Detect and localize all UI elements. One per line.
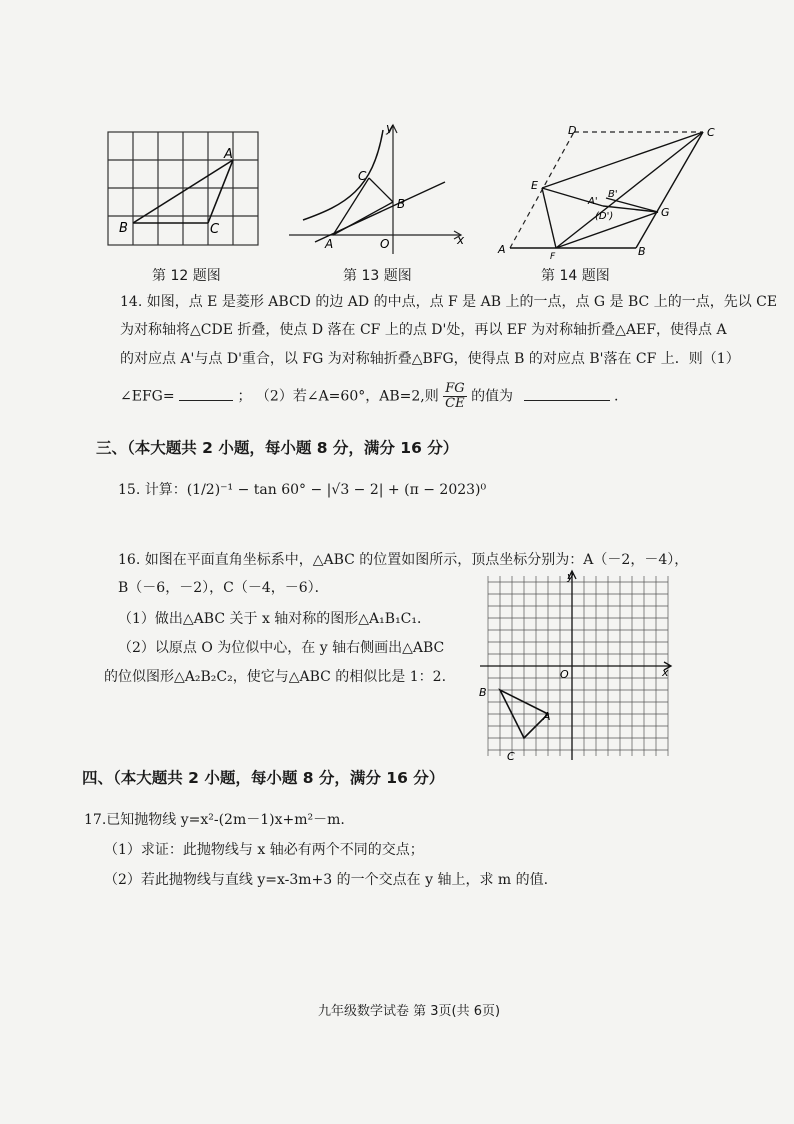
q16-line-1: 16. 如图在平面直角坐标系中，△ABC 的位置如图所示，顶点坐标分别为：A（－2，－4）， — [118, 552, 689, 568]
q14-part2-text: ； （2）若∠A=60°，AB=2,则 — [237, 388, 439, 405]
fig14-label-d: D — [568, 124, 577, 137]
fig16-label-a: A — [543, 710, 551, 723]
fig14-label-d-prime: (D') — [595, 211, 614, 222]
q15-text: 15. 计算：(1/2)⁻¹ − tan 60° − |√3 − 2| + (π − 2023)⁰ — [118, 482, 487, 498]
fig14-label-a: A — [498, 243, 506, 256]
fig12-label-a: A — [224, 147, 233, 162]
fig14-label-c: C — [707, 126, 715, 139]
fig16-label-y: y — [567, 570, 574, 583]
q14-frac-denominator: CE — [445, 396, 465, 411]
fig14-label-b: B — [638, 245, 646, 258]
fig13-label-o: O — [380, 237, 390, 251]
fig16-label-x: x — [662, 666, 669, 679]
fig14-label-f: F — [550, 252, 556, 260]
q14-fraction — [443, 382, 466, 411]
fig13-label-b: B — [397, 197, 406, 211]
fig14-label-a-prime: A' — [588, 196, 598, 207]
q16-line-3: （1）做出△ABC 关于 x 轴对称的图形△A₁B₁C₁． — [118, 611, 432, 627]
q14-line-4 — [120, 382, 618, 411]
q14-value-label: 的值为 — [471, 388, 514, 405]
q17-line-2: （1）求证：此抛物线与 x 轴必有两个不同的交点； — [104, 842, 424, 858]
q14-period: . — [613, 388, 619, 405]
figure-13 — [285, 120, 470, 260]
fig14-label-b-prime: B' — [608, 189, 618, 200]
q14-answer-blank-2[interactable] — [524, 386, 610, 401]
fig12-caption: 第 12 题图 — [152, 268, 221, 284]
q14-angle-label: ∠EFG= — [120, 388, 175, 405]
fig12-label-c: C — [210, 222, 220, 237]
section-4-title: 四、（本大题共 2 小题，每小题 8 分，满分 16 分） — [82, 769, 445, 787]
fig14-label-e: E — [531, 179, 538, 192]
q14-line-2: 为对称轴将△CDE 折叠，使点 D 落在 CF 上的点 D'处，再以 EF 为对称轴折叠△AEF，使得点 A — [120, 322, 727, 338]
q14-line-3: 的对应点 A'与点 D'重合，以 FG 为对称轴折叠△BFG，使得点 B 的对应点 B'落在 CF 上．则（1） — [120, 351, 740, 367]
fig14-label-g: G — [661, 206, 670, 219]
fig14-caption: 第 14 题图 — [541, 268, 610, 284]
q14-line-1: 14. 如图，点 E 是菱形 ABCD 的边 AD 的中点，点 F 是 AB 上的一点，点 G 是 BC 上的一点，先以 CE — [120, 294, 778, 310]
q17-line-3: （2）若此抛物线与直线 y=x-3m+3 的一个交点在 y 轴上，求 m 的值. — [104, 872, 549, 888]
fig16-label-c: C — [507, 750, 515, 763]
fig13-label-c: C — [358, 169, 367, 183]
q16-line-2: B（－6，－2），C（－4，－6）． — [118, 580, 329, 596]
q14-frac-numerator: FG — [443, 382, 466, 397]
fig16-label-o: O — [560, 668, 569, 681]
q17-line-1: 17.已知抛物线 y=x²-(2m－1)x+m²－m. — [84, 812, 345, 828]
section-3-title: 三、（本大题共 2 小题，每小题 8 分，满分 16 分） — [96, 439, 459, 457]
q14-answer-blank-1[interactable] — [179, 386, 233, 401]
figure-12 — [100, 128, 270, 258]
fig12-label-b: B — [119, 221, 128, 236]
fig16-label-b: B — [479, 686, 487, 699]
fig13-label-y: y — [386, 121, 394, 135]
q16-line-5: 的位似图形△A₂B₂C₂，使它与△ABC 的相似比是 1：2. — [104, 669, 447, 685]
fig13-caption: 第 13 题图 — [343, 268, 412, 284]
figure-16-grid — [476, 568, 676, 764]
q16-line-4: （2）以原点 O 为位似中心，在 y 轴右侧画出△ABC — [118, 640, 445, 656]
fig13-label-x: x — [457, 233, 465, 247]
figure-14 — [488, 120, 723, 260]
fig13-label-a: A — [325, 237, 334, 251]
page-footer: 九年级数学试卷 第 3页(共 6页) — [318, 1004, 501, 1019]
